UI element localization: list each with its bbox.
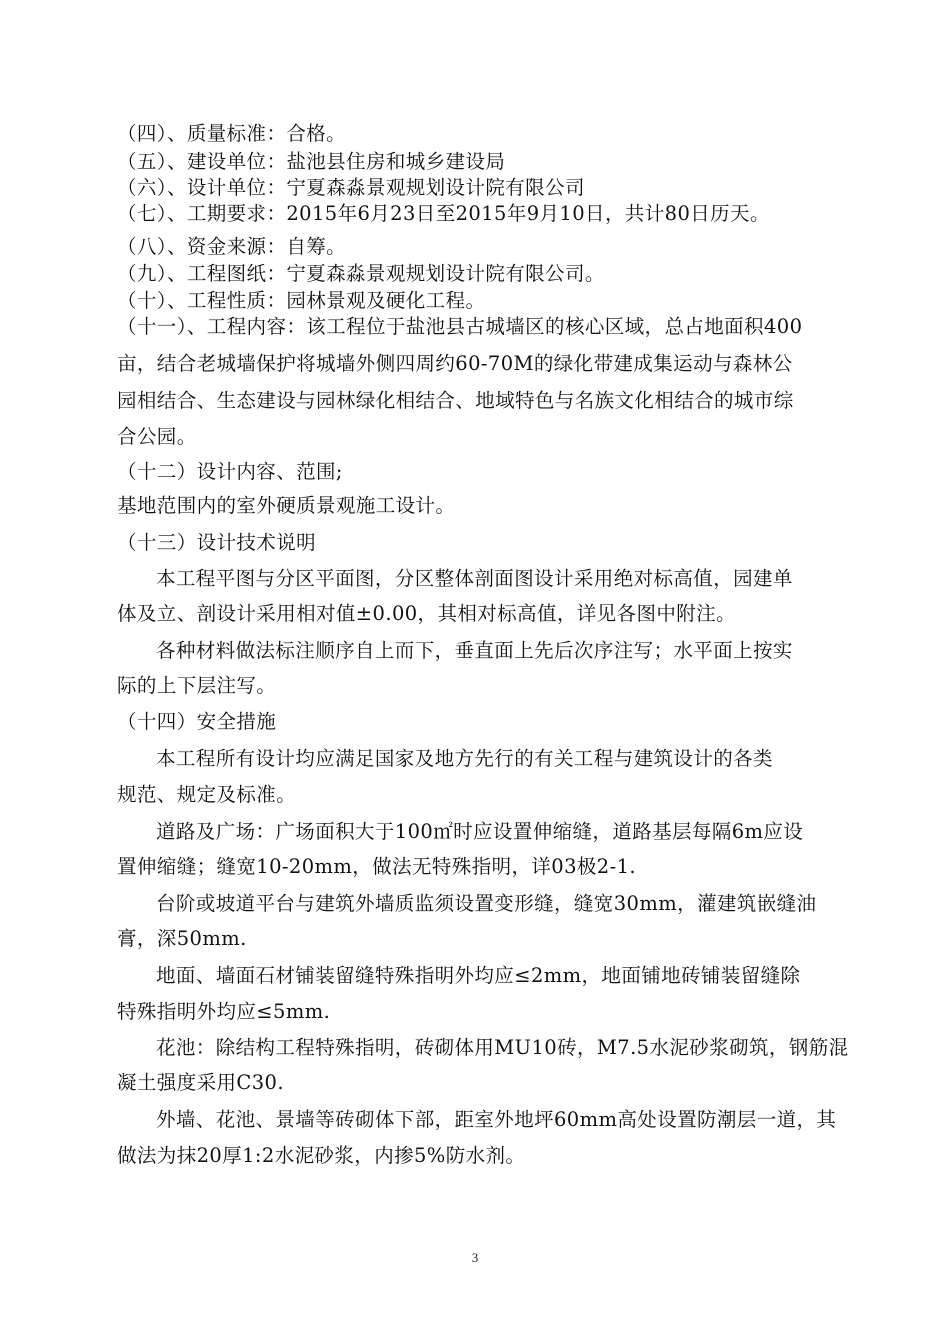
tech-para-2-line-1: 各种材料做法标注顺序自上而下，垂直面上先后次序注写；水平面上按实 <box>156 639 793 662</box>
item-project-content-line-3: 园相结合、生态建设与园林绿化相结合、地域特色与名族文化相结合的城市综 <box>117 389 794 412</box>
tech-para-1-line-1: 本工程平图与分区平面图，分区整体剖面图设计采用绝对标高值，园建单 <box>156 567 793 590</box>
item-design-unit: （六）、设计单位：宁夏森淼景观规划设计院有限公司 <box>117 176 585 199</box>
safety-para-3-line-2: 膏，深50mm. <box>117 927 247 950</box>
item-funding-source: （八）、资金来源：自筹。 <box>117 235 347 258</box>
safety-para-4-line-1: 地面、墙面石材铺装留缝特殊指明外均应≤2mm，地面铺地砖铺装留缝除 <box>156 964 801 987</box>
item-project-content-line-1: （十一）、工程内容：该工程位于盐池县古城墙区的核心区域，总占地面积400 <box>117 315 803 338</box>
section-heading-design-scope: （十二）设计内容、范围; <box>117 460 343 483</box>
item-construction-unit: （五）、建设单位：盐池县住房和城乡建设局 <box>117 150 506 173</box>
section-heading-safety: （十四）安全措施 <box>117 710 277 733</box>
safety-para-3-line-1: 台阶或坡道平台与建筑外墙质监须设置变形缝，缝宽30mm，灌建筑嵌缝油 <box>156 892 817 915</box>
item-quality-standard: （四）、质量标准：合格。 <box>117 122 347 145</box>
safety-para-2-line-2: 置伸缩缝；缝宽10-20mm，做法无特殊指明，详03极2-1. <box>117 855 637 878</box>
item-project-nature: （十）、工程性质：园林景观及硬化工程。 <box>117 289 486 312</box>
safety-para-6-line-1: 外墙、花池、景墙等砖砌体下部，距室外地坪60mm高处设置防潮层一道，其 <box>156 1108 837 1131</box>
safety-para-6-line-2: 做法为抹20厚1:2水泥砂浆，内掺5%防水剂。 <box>117 1144 526 1167</box>
item-schedule: （七）、工期要求：2015年6月23日至2015年9月10日，共计80日历天。 <box>117 202 770 225</box>
safety-para-1-line-2: 规范、规定及标准。 <box>117 783 297 806</box>
safety-para-5-line-2: 凝土强度采用C30. <box>117 1071 284 1094</box>
item-drawings: （九）、工程图纸：宁夏森淼景观规划设计院有限公司。 <box>117 262 605 285</box>
design-scope-body: 基地范围内的室外硬质景观施工设计。 <box>117 494 456 517</box>
tech-para-2-line-2: 际的上下层注写。 <box>117 674 277 697</box>
safety-para-5-line-1: 花池：除结构工程特殊指明，砖砌体用MU10砖，M7.5水泥砂浆砌筑，钢筋混 <box>156 1036 849 1059</box>
page-number: 3 <box>471 1250 479 1265</box>
safety-para-1-line-1: 本工程所有设计均应满足国家及地方先行的有关工程与建筑设计的各类 <box>156 747 773 770</box>
item-project-content-line-4: 合公园。 <box>117 425 197 448</box>
safety-para-2-line-1: 道路及广场：广场面积大于100㎡时应设置伸缩缝，道路基层每隔6m应设 <box>156 820 804 843</box>
section-heading-design-tech: （十三）设计技术说明 <box>117 531 317 554</box>
tech-para-1-line-2: 体及立、剖设计采用相对值±0.00，其相对标高值，详见各图中附注。 <box>117 602 736 625</box>
safety-para-4-line-2: 特殊指明外均应≤5mm. <box>117 1000 331 1023</box>
item-project-content-line-2: 亩，结合老城墙保护将城墙外侧四周约60-70M的绿化带建成集运动与森林公 <box>117 352 793 375</box>
